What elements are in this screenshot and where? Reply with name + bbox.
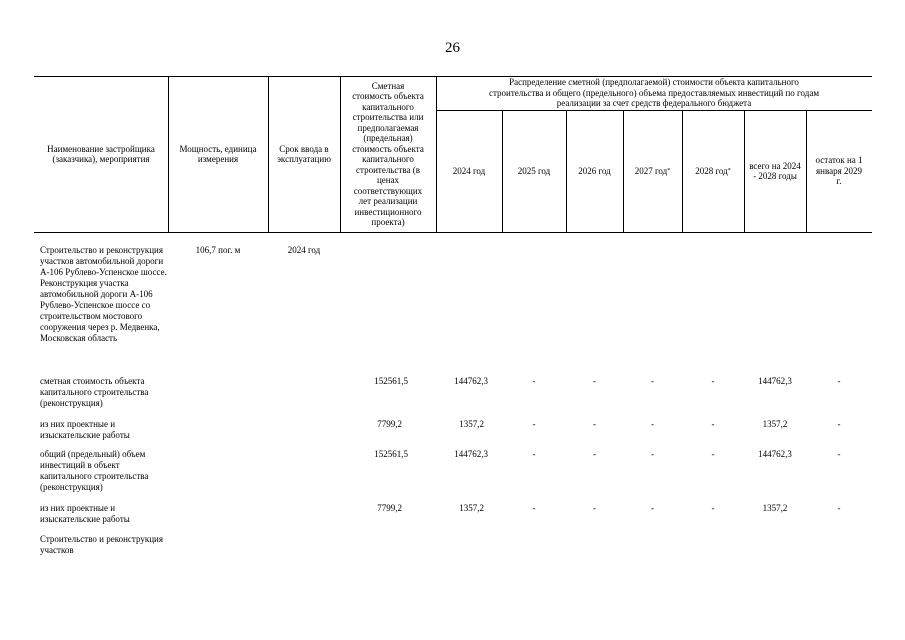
row-estimated: 7799,2 — [377, 419, 402, 429]
row-value-2025: - — [532, 376, 536, 386]
row-estimated: 152561,5 — [374, 376, 408, 386]
header-year-2025: 2025 год — [517, 165, 551, 176]
row-value-2026: - — [593, 449, 596, 459]
row-value-2028: - — [711, 449, 715, 459]
row-label: из них проектные и изыскательские работы — [40, 419, 130, 440]
row-value-2026: - — [593, 376, 596, 386]
page-number: 26 — [445, 40, 460, 56]
row-total: 1357,2 — [762, 503, 788, 513]
row-label: из них проектные и изыскательские работы — [40, 503, 130, 524]
row-remainder: - — [837, 376, 841, 386]
header-name-column: Наименование застройщика (заказчика), мероприятия — [47, 143, 155, 164]
row-remainder: - — [837, 449, 841, 459]
row-label: сметная стоимость объекта капитального строительства (реконструкция) — [40, 376, 149, 408]
row-remainder: - — [837, 419, 841, 429]
row-value-2028: - — [711, 376, 715, 386]
header-term-column: Срок ввода в эксплуатацию — [277, 143, 331, 164]
row-label: общий (предельный) объем инвестиций в объект капитального строительства (реконструкция) — [40, 449, 149, 492]
next-object-name: Строительство и реконструкция участков — [40, 534, 163, 555]
header-total-column: всего на 2024 - 2028 годы — [749, 160, 801, 181]
object-capacity: 106,7 пог. м — [195, 245, 241, 255]
row-total: 144762,3 — [758, 449, 792, 459]
row-value-2027: - — [651, 419, 654, 429]
object-name: Строительство и реконструкция участков автомобильной дороги А-106 Рублево-Успенское шоссе. Реконструкция участка автомобильной дороги А-106 Рублево-Успенское шоссе со строительством мостового сооружения через р. Медвенка, Московская область — [40, 245, 167, 343]
row-value-2025: - — [532, 419, 536, 429]
header-distribution-column: Распределение сметной (предполагаемой) стоимости объекта капитального строительства и общего (предельного) объема предоставляемых инвестиций по годам реализации за счет средств федерального бюджета — [488, 77, 820, 109]
header-remainder-column: остаток на 1 января 2029 г. — [815, 155, 863, 187]
header-capacity-column: Мощность, единица измерения — [179, 143, 257, 164]
row-value-2026: - — [593, 419, 596, 429]
row-remainder: - — [837, 503, 841, 513]
header-year-2026: 2026 год — [578, 165, 611, 176]
row-value-2026: - — [593, 503, 596, 513]
row-estimated: 152561,5 — [374, 449, 408, 459]
header-year-2028: 2028 год * — [695, 165, 731, 176]
header-year-2024: 2024 год — [452, 165, 486, 176]
row-value-2028: - — [711, 503, 715, 513]
row-value-2025: - — [532, 503, 536, 513]
row-estimated: 7799,2 — [377, 503, 402, 513]
row-value-2024: 144762,3 — [454, 376, 488, 386]
row-value-2027: - — [651, 449, 654, 459]
row-value-2024: 144762,3 — [454, 449, 488, 459]
row-value-2028: - — [711, 419, 715, 429]
row-value-2025: - — [532, 449, 536, 459]
row-value-2024: 1357,2 — [459, 419, 484, 429]
object-term: 2024 год — [287, 245, 321, 255]
row-total: 144762,3 — [758, 376, 792, 386]
row-value-2027: - — [651, 376, 654, 386]
row-value-2024: 1357,2 — [459, 503, 484, 513]
header-year-2027: 2027 год * — [634, 165, 671, 176]
header-estimated-cost-column: Сметная стоимость объекта капитального строительства или предполагаемая (предельная) стоимость объекта капитального строительства (в ценах соответствующих лет реализации инвестиционного проекта) — [352, 80, 424, 227]
row-value-2027: - — [651, 503, 654, 513]
row-total: 1357,2 — [762, 419, 788, 429]
